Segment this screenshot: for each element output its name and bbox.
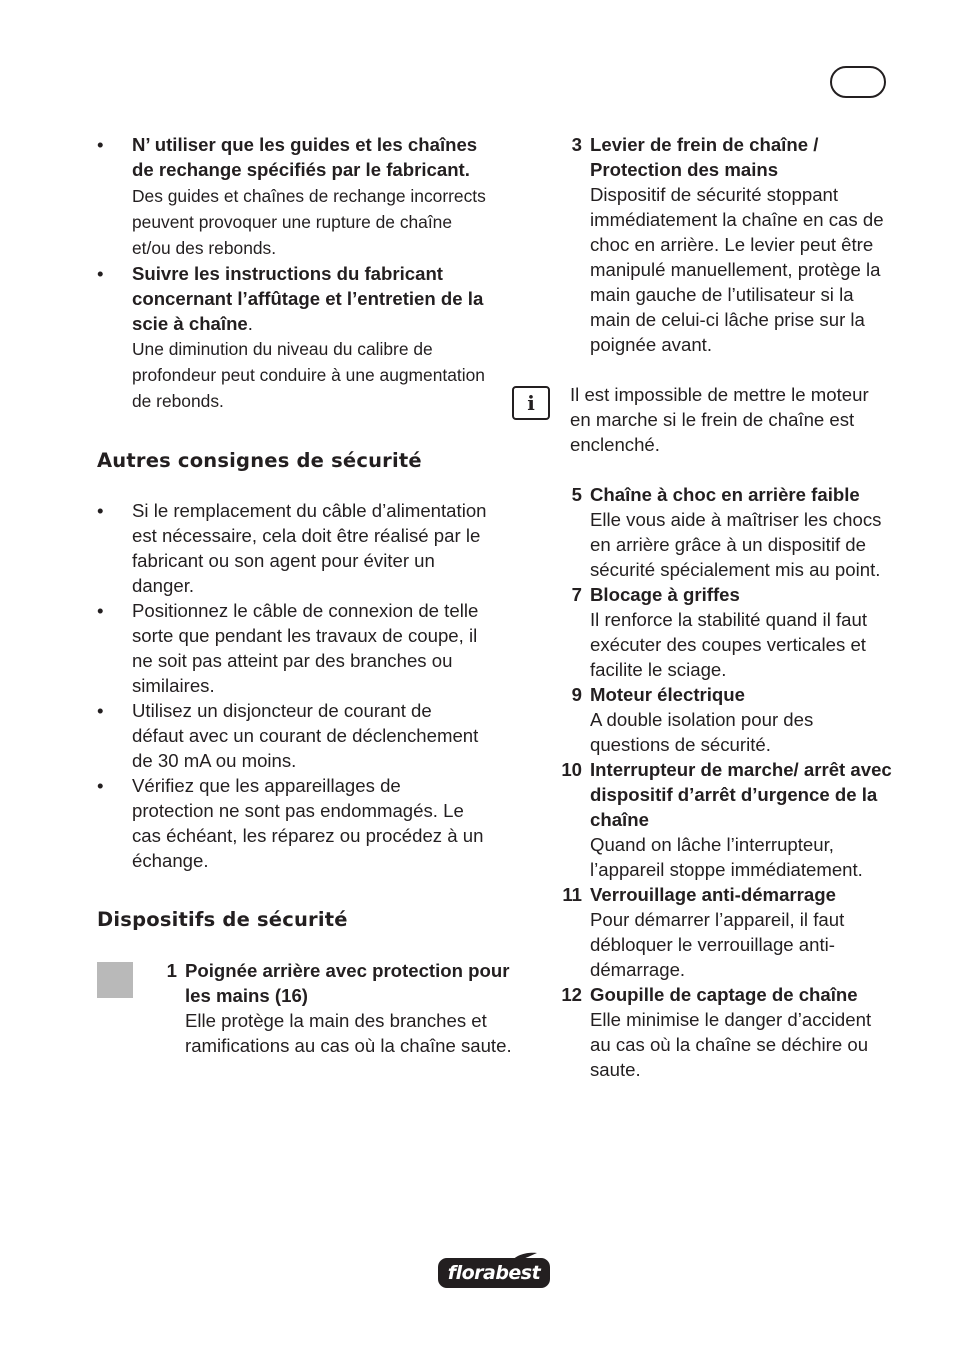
bullet-list-top bbox=[97, 132, 487, 414]
right-column bbox=[527, 132, 893, 1082]
item-number: 12 bbox=[561, 984, 582, 1005]
bullet-text: Utilisez un disjoncteur de courant de défaut avec un courant de déclenchement de 30 mA ou moins. bbox=[132, 700, 479, 771]
item-text: Quand on lâche l’interrupteur, l’appareil stoppe immédiatement. bbox=[590, 834, 863, 880]
gray-marker-square bbox=[97, 962, 133, 998]
bullet-icon: • bbox=[97, 263, 104, 284]
logo-text: florabest bbox=[447, 1261, 541, 1284]
item-text: Dispositif de sécurité stoppant immédiatement la chaîne en cas de choc en arrière. Le levier peut être manipulé manuellement, protège la main gauche de l’utilisateur si la main de celui-ci lâche prise sur la poignée avant. bbox=[590, 184, 884, 355]
item-number: 7 bbox=[571, 584, 582, 605]
bullet-icon: • bbox=[97, 500, 104, 521]
left-column bbox=[97, 132, 512, 1058]
list-item bbox=[97, 773, 487, 873]
bullet-bold-text: N’ utiliser que les guides et les chaînes de rechange spécifiés par le fabricant. bbox=[132, 134, 478, 180]
section-heading-devices: Dispositifs de sécurité bbox=[97, 908, 348, 931]
item-title: Poignée arrière avec protection pour les mains (16) bbox=[185, 960, 510, 1006]
list-item bbox=[97, 698, 487, 773]
item-text: Elle minimise le danger d’accident au cas où la chaîne se déchire ou saute. bbox=[590, 1009, 872, 1080]
bullet-text: Positionnez le câble de connexion de telle sorte que pendant les travaux de coupe, il ne soit pas atteint par des branches ou similaires. bbox=[132, 600, 479, 696]
item-number: 1 bbox=[166, 960, 177, 981]
device-item-3 bbox=[548, 132, 893, 357]
bullet-text: Vérifiez que les appareillages de protection ne sont pas endommagés. Le cas échéant, les réparez ou procédez à un échange. bbox=[132, 775, 484, 871]
device-item-10 bbox=[548, 757, 893, 882]
florabest-logo bbox=[438, 1252, 550, 1288]
item-number: 3 bbox=[571, 134, 582, 155]
item-title: Chaîne à choc en arrière faible bbox=[590, 484, 860, 505]
item-number: 5 bbox=[571, 484, 582, 505]
item-text: A double isolation pour des questions de sécurité. bbox=[590, 709, 814, 755]
bullet-icon: • bbox=[97, 600, 104, 621]
bullet-icon: • bbox=[97, 134, 104, 155]
item-title: Goupille de captage de chaîne bbox=[590, 984, 858, 1005]
bullet-list-other bbox=[97, 498, 487, 873]
item-title: Verrouillage anti-démarrage bbox=[590, 884, 836, 905]
logo-plate bbox=[438, 1258, 550, 1288]
language-badge bbox=[830, 66, 886, 98]
device-item-1 bbox=[143, 958, 529, 1058]
bullet-text: Si le remplacement du câble d’alimentation est nécessaire, cela doit être réalisé par le fabricant ou son agent pour éviter un danger. bbox=[132, 500, 487, 596]
list-item bbox=[97, 261, 487, 414]
item-number: 10 bbox=[561, 759, 582, 780]
info-note bbox=[527, 382, 893, 457]
device-item-9 bbox=[548, 682, 893, 757]
bullet-text: Des guides et chaînes de rechange incorrects peuvent provoquer une rupture de chaîne et/ou des rebonds. bbox=[132, 186, 486, 258]
bullet-icon: • bbox=[97, 775, 104, 796]
item-title: Levier de frein de chaîne / Protection des mains bbox=[590, 134, 819, 180]
list-item bbox=[97, 132, 487, 261]
device-item-11 bbox=[548, 882, 893, 982]
bullet-bold-text: Suivre les instructions du fabricant concernant l’affûtage et l’entretien de la scie à chaîne bbox=[132, 263, 484, 334]
device-item-12 bbox=[548, 982, 893, 1082]
item-title: Blocage à griffes bbox=[590, 584, 740, 605]
info-icon: i bbox=[512, 386, 550, 420]
item-number: 9 bbox=[571, 684, 582, 705]
device-item-7 bbox=[548, 582, 893, 682]
section-heading-other: Autres consignes de sécurité bbox=[97, 449, 422, 472]
item-number: 11 bbox=[562, 884, 582, 905]
item-text: Elle protège la main des branches et ramifications au cas où la chaîne saute. bbox=[185, 1010, 512, 1056]
item-title: Moteur électrique bbox=[590, 684, 745, 705]
list-item bbox=[97, 598, 487, 698]
item-text: Pour démarrer l’appareil, il faut débloquer le verrouillage anti-démarrage. bbox=[590, 909, 845, 980]
bullet-text: . bbox=[247, 313, 253, 334]
item-text: Il renforce la stabilité quand il faut exécuter des coupes verticales et facilite le sciage. bbox=[590, 609, 867, 680]
device-item-5 bbox=[548, 482, 893, 582]
info-text: Il est impossible de mettre le moteur en marche si le frein de chaîne est enclenché. bbox=[570, 384, 869, 455]
item-title: Interrupteur de marche/ arrêt avec dispositif d’arrêt d’urgence de la chaîne bbox=[590, 759, 892, 830]
bullet-icon: • bbox=[97, 700, 104, 721]
device-list bbox=[548, 482, 893, 1082]
item-text: Elle vous aide à maîtriser les chocs en arrière grâce à un dispositif de sécurité spécialement mis au point. bbox=[590, 509, 882, 580]
bullet-text-continued: Une diminution du niveau du calibre de profondeur peut conduire à une augmentation de rebonds. bbox=[132, 339, 485, 411]
list-item bbox=[97, 498, 487, 598]
